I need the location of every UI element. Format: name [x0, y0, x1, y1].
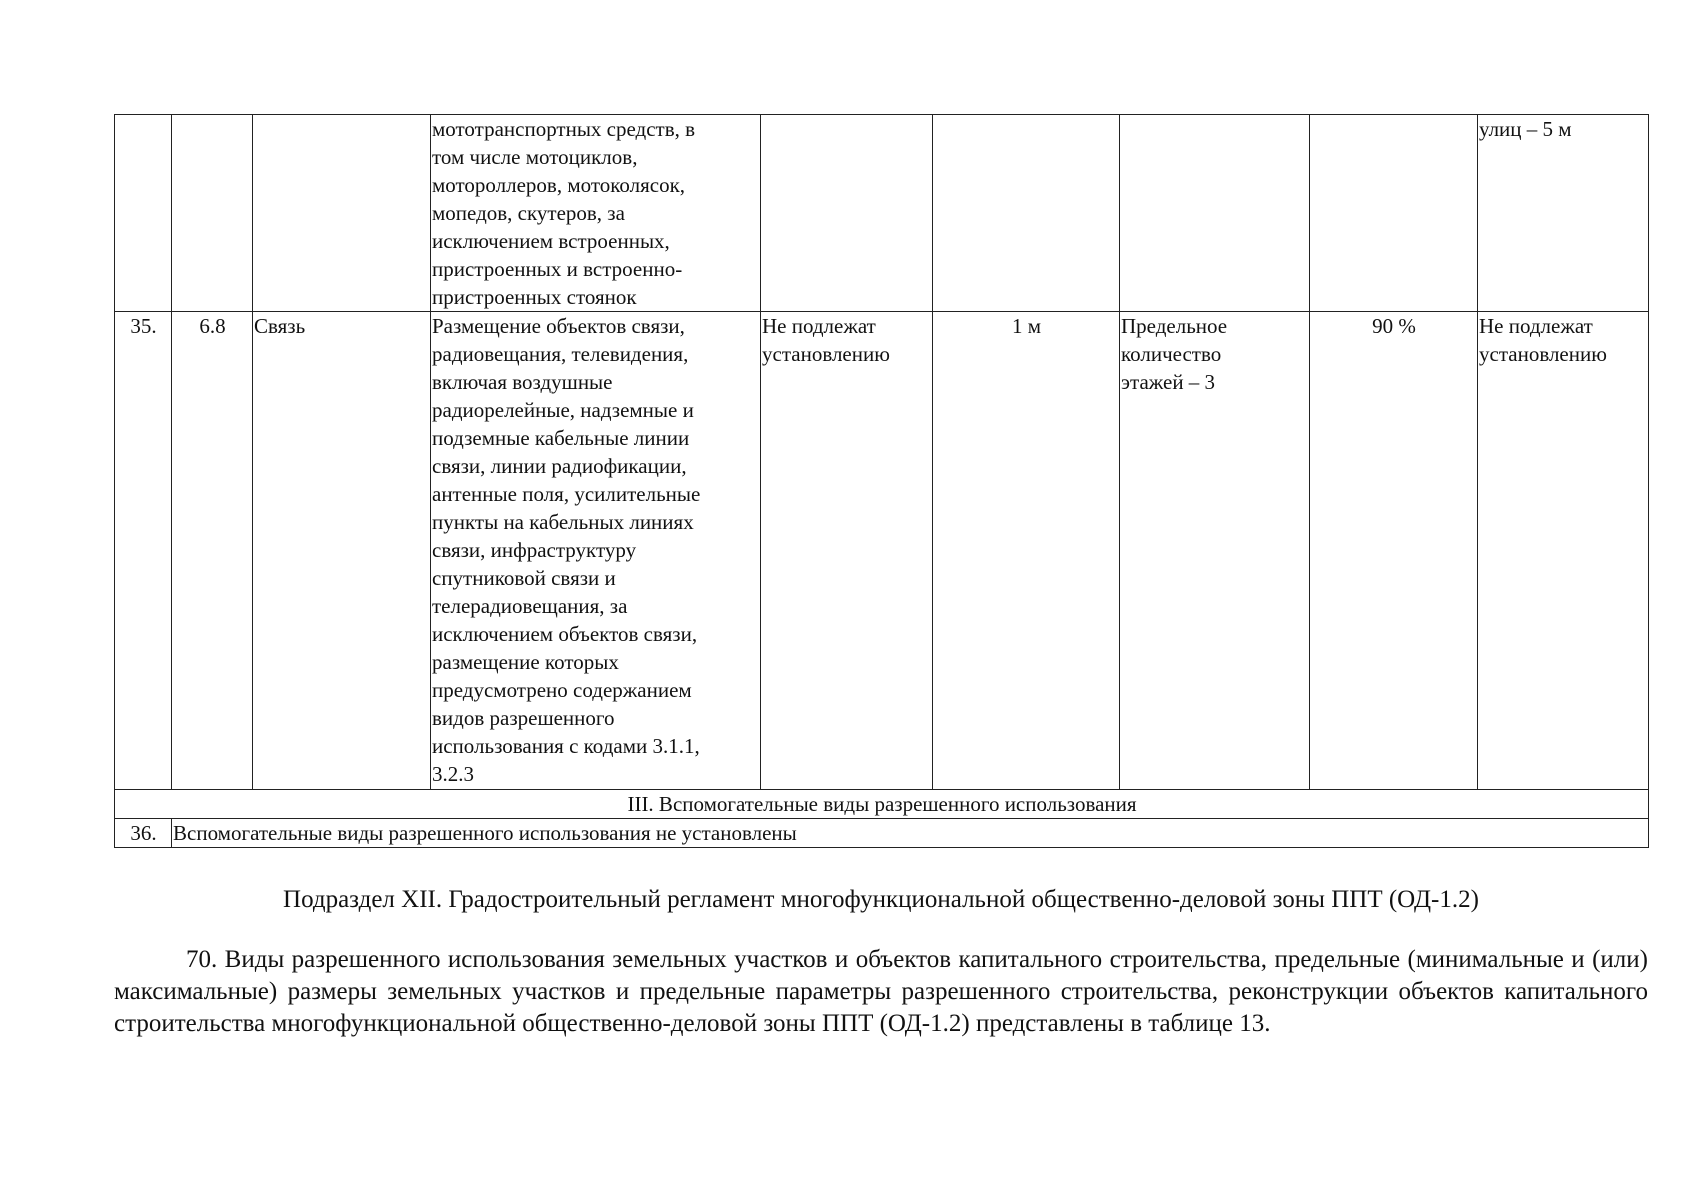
use-description-cell: Размещение объектов связи, радиовещания, телевидения, включая воздушные радиорелейные, надземные и подземные кабельные линии связи, линии радиофикации, антенные поля, усилительные пункты на кабельных линиях связи, инфраструктуру спутниковой связи и телерадиовещания, за исключением объектов связи, размещение которых предусмотрено содержанием видов разрешенного использования с кодами 3.1.1, 3.2.3 [431, 312, 761, 790]
table-row [115, 115, 1649, 312]
coverage-cell [1310, 115, 1478, 312]
setback-cell [933, 115, 1120, 312]
section-heading-row [115, 790, 1649, 819]
document-page [114, 114, 1648, 1065]
row-number-cell [115, 115, 172, 312]
row-text-cell: Вспомогательные виды разрешенного использования не установлены [172, 819, 1649, 848]
code-cell [172, 115, 253, 312]
coverage-cell: 90 % [1310, 312, 1478, 790]
use-description-cell: мототранспортных средств, в том числе мотоциклов, мотороллеров, мотоколясок, мопедов, скутеров, за исключением встроенных, пристроенных и встроенно- пристроенных стоянок [431, 115, 761, 312]
body-paragraph: 70. Виды разрешенного использования земельных участков и объектов капитального строительства, предельные (минимальные и (или) максимальные) размеры земельных участков и предельные параметры разрешенного строительства, реконструкции объектов капитального строительства многофункциональной общественно-деловой зоны ППТ (ОД-1.2) представлены в таблице 13. [114, 946, 1648, 1037]
regulation-table [114, 114, 1649, 848]
code-cell: 6.8 [172, 312, 253, 790]
table-row [115, 819, 1649, 848]
setback-cell: 1 м [933, 312, 1120, 790]
row-number-cell: 35. [115, 312, 172, 790]
subsection-title: Подраздел XII. Градостроительный регламент многофункциональной общественно-деловой зоны ППТ (ОД-1.2) [283, 886, 1479, 913]
plot-size-cell [761, 115, 933, 312]
floors-cell [1120, 115, 1310, 312]
table-row [115, 312, 1649, 790]
floors-cell: Предельное количество этажей – 3 [1120, 312, 1310, 790]
section-heading: III. Вспомогательные виды разрешенного использования [115, 790, 1649, 819]
use-name-cell: Связь [253, 312, 431, 790]
other-params-cell: улиц – 5 м [1478, 115, 1649, 312]
use-name-cell [253, 115, 431, 312]
other-params-cell: Не подлежат установлению [1478, 312, 1649, 790]
plot-size-cell: Не подлежат установлению [761, 312, 933, 790]
row-number-cell: 36. [115, 819, 172, 848]
